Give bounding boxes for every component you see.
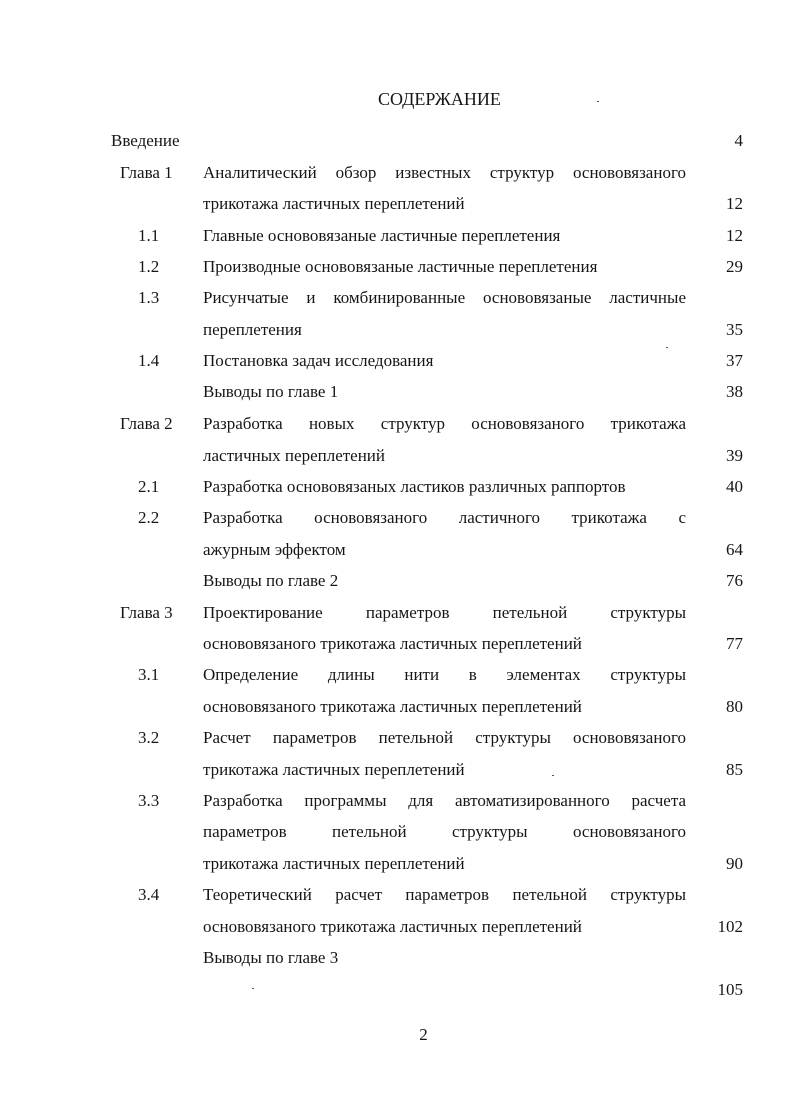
toc-entry-number: 3.3 (138, 791, 160, 810)
toc-entry-title-line: Выводы по главе 2 (203, 571, 339, 590)
toc-entry-title-line: параметров петельной структуры основовязаного (203, 822, 686, 841)
toc-entry-page: 76 (726, 571, 743, 590)
page-title: СОДЕРЖАНИЕ (378, 89, 501, 109)
toc-entry-number: Введение (111, 131, 180, 150)
toc-entry-number: 1.2 (138, 257, 160, 276)
toc-entry-title-line: основовязаного трикотажа ластичных переплетений (203, 917, 582, 936)
toc-entry-title-line: основовязаного трикотажа ластичных переплетений (203, 634, 582, 653)
toc-entry-title-line: Проектирование параметров петельной структуры (203, 603, 686, 622)
toc-entry-page: 77 (726, 634, 743, 653)
toc-entry-number: 2.2 (138, 508, 160, 527)
toc-entry-page: 105 (717, 980, 743, 999)
toc-entry-page: 39 (726, 446, 743, 465)
page-number: 2 (419, 1025, 428, 1044)
toc-entry-title-line: ажурным эффектом (203, 540, 346, 559)
scan-speck (552, 775, 554, 776)
toc-entry-number: 3.1 (138, 665, 160, 684)
toc-entry-page: 64 (726, 540, 743, 559)
toc-entry-title-line: Выводы по главе 3 (203, 948, 339, 967)
toc-entry-title-line: трикотажа ластичных переплетений (203, 854, 465, 873)
toc-entry-number: 2.1 (138, 477, 160, 496)
toc-entry-title-line: Разработка основовязаных ластиков различных раппортов (203, 477, 626, 496)
toc-entry-page: 40 (726, 477, 743, 496)
toc-entry-number: Глава 1 (120, 163, 173, 182)
toc-entry-title-line: Расчет параметров петельной структуры основовязаного (203, 728, 686, 747)
toc-entry-number: Глава 3 (120, 603, 173, 622)
toc-entry-page: 37 (726, 351, 743, 370)
toc-entry-title-line: Рисунчатые и комбинированные основовязаные ластичные (203, 288, 686, 307)
toc-entry-title-line: Разработка основовязаного ластичного трикотажа с (203, 508, 686, 527)
toc-entry-page: 38 (726, 382, 743, 401)
toc-entry-page: 12 (726, 194, 743, 213)
toc-entry-title-line: Главные основовязаные ластичные переплетения (203, 226, 561, 245)
toc-entry-title-line: Теоретический расчет параметров петельной структуры (203, 885, 686, 904)
toc-entry-title-line: Аналитический обзор известных структур основовязаного (203, 163, 686, 182)
toc-entry-title-line: Разработка программы для автоматизированного расчета (203, 791, 686, 810)
toc-entry-page: 12 (726, 226, 743, 245)
toc-entry-number: 1.4 (138, 351, 160, 370)
toc-entry-title-line: Разработка новых структур основовязаного трикотажа (203, 414, 686, 433)
toc-entry-title-line: трикотажа ластичных переплетений (203, 194, 465, 213)
toc-entry-page: 85 (726, 760, 743, 779)
toc-entry-title-line: Производные основовязаные ластичные переплетения (203, 257, 598, 276)
toc-entry-page: 29 (726, 257, 743, 276)
toc-entry-title-line: ластичных переплетений (203, 446, 386, 465)
scan-speck (252, 988, 254, 989)
toc-entry-page: 4 (734, 131, 743, 150)
toc-entry-title-line: Выводы по главе 1 (203, 382, 339, 401)
toc-entry-number: Глава 2 (120, 414, 173, 433)
toc-entry-title-line: Определение длины нити в элементах структуры (203, 665, 686, 684)
toc-entry-title-line: трикотажа ластичных переплетений (203, 760, 465, 779)
toc-entry-page: 90 (726, 854, 743, 873)
toc-entry-title-line: Постановка задач исследования (203, 351, 434, 370)
toc-entry-number: 3.4 (138, 885, 160, 904)
scan-speck (597, 101, 599, 102)
toc-entry-page: 102 (717, 917, 743, 936)
toc-entry-number: 3.2 (138, 728, 160, 747)
toc-entry-page: 35 (726, 320, 743, 339)
toc-entry-title-line: основовязаного трикотажа ластичных переплетений (203, 697, 582, 716)
scan-speck (666, 347, 668, 348)
toc-entry-number: 1.3 (138, 288, 160, 307)
toc-entry-page: 80 (726, 697, 743, 716)
toc-entry-number: 1.1 (138, 226, 160, 245)
toc-entry-title-line: переплетения (203, 320, 302, 339)
